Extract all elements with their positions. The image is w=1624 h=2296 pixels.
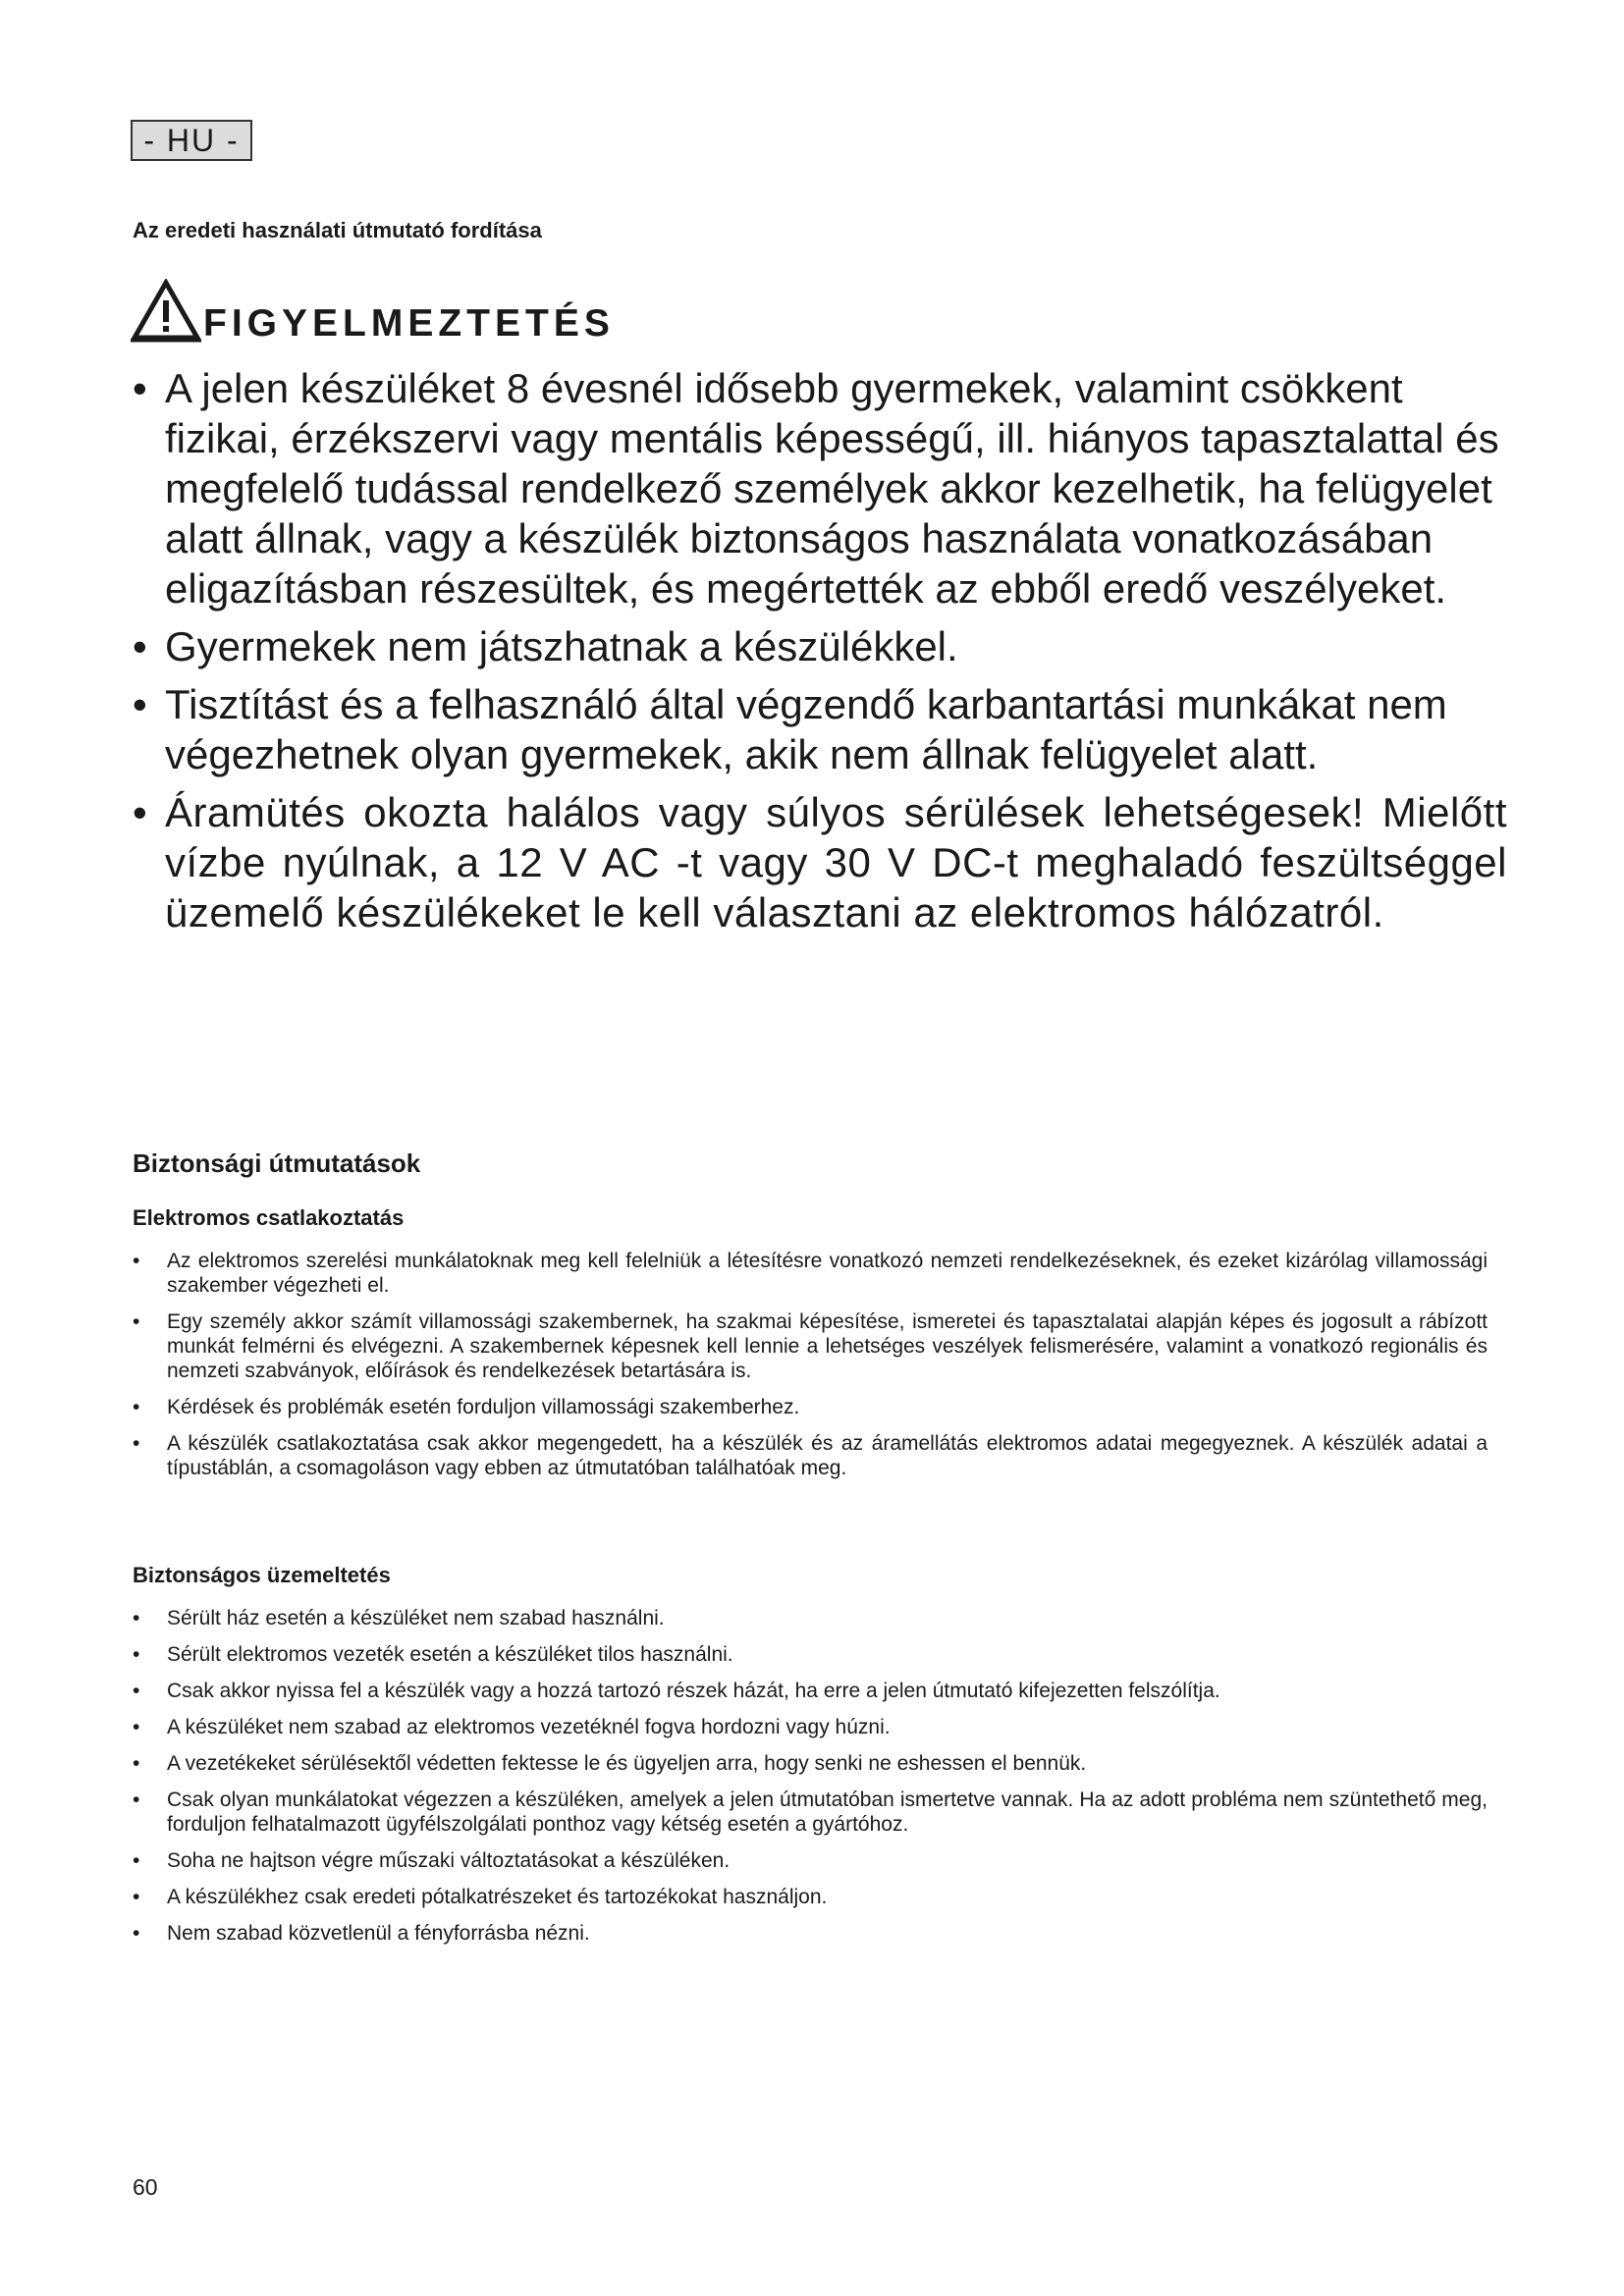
list-item: • A készülékhez csak eredeti pótalkatrészeket és tartozékokat használjon. [133,1885,1488,1909]
list-item: • A készülék csatlakoztatása csak akkor megengedett, ha a készülék és az áramellátás elektromos adatai megegyeznek. A készülék adatai a típustáblán, a csomagoláson vagy ebben az útmutatóban találhatóak meg. [133,1431,1488,1480]
page-number: 60 [133,2174,158,2200]
list-item: • A készüléket nem szabad az elektromos vezetéknél fogva hordozni vagy húzni. [133,1715,1488,1739]
safe-operation-heading: Biztonságos üzemeltetés [133,1563,391,1587]
electrical-connection-heading: Elektromos csatlakoztatás [133,1205,405,1230]
warning-item: • A jelen készüléket 8 évesnél idősebb gyermekek, valamint csökkent fizikai, érzékszervi vagy mentális képességű, ill. hiányos tapasztalattal és megfelelő tudással rendelkező személyek akkor kezelhetik, ha felügyelet alatt állnak, vagy a készülék biztonságos használata vonatkozásában eligazításban részesültek, és megértették az ebből eredő veszélyeket. [133,363,1507,614]
list-item: • Kérdések és problémák esetén forduljon villamossági szakemberhez. [133,1395,1488,1419]
list-item: • Az elektromos szerelési munkálatoknak meg kell felelniük a létesítésre vonatkozó nemzeti rendelkezéseknek, és ezeket kizárólag villamossági szakember végezheti el. [133,1249,1488,1298]
list-item: • Sérült ház esetén a készüléket nem szabad használni. [133,1606,1488,1630]
list-item: • Csak olyan munkálatokat végezzen a készüléken, amelyek a jelen útmutatóban ismertetve vannak. Ha az adott probléma nem szüntethető meg, forduljon felhatalmazott ügyfélszolgálati ponthoz vagy kétség esetén a gyártóhoz. [133,1788,1488,1837]
safe-operation-list [133,1606,1488,1957]
electrical-connection-list [133,1249,1488,1492]
list-item: • A vezetékeket sérülésektől védetten fektesse le és ügyeljen arra, hogy senki ne eshessen el bennük. [133,1751,1488,1776]
translation-note: Az eredeti használati útmutató fordítása [133,218,542,242]
warning-item: • Áramütés okozta halálos vagy súlyos sérülések lehetségesek! Mielőtt vízbe nyúlnak, a 12 V AC -t vagy 30 V DC-t meghaladó feszültséggel üzemelő készülékeket le kell választani az elektromos hálózatról. [133,787,1507,937]
list-item: • Sérült elektromos vezeték esetén a készüléket tilos használni. [133,1642,1488,1667]
warning-triangle-icon [131,279,201,344]
list-item: • Nem szabad közvetlenül a fényforrásba nézni. [133,1921,1488,1946]
warning-list [133,363,1507,945]
warning-title: FIGYELMEZTETÉS [203,302,615,345]
list-item: • Csak akkor nyissa fel a készülék vagy a hozzá tartozó részek házát, ha erre a jelen útmutató kifejezetten felszólítja. [133,1679,1488,1703]
warning-item: • Tisztítást és a felhasználó által végzendő karbantartási munkákat nem végezhetnek olyan gyermekek, akik nem állnak felügyelet alatt. [133,679,1507,779]
warning-heading [131,275,615,344]
safety-instructions-heading: Biztonsági útmutatások [133,1148,421,1178]
language-tag: - HU - [131,120,252,161]
list-item: • Soha ne hajtson végre műszaki változtatásokat a készüléken. [133,1848,1488,1873]
list-item: • Egy személy akkor számít villamossági szakembernek, ha szakmai képesítése, ismeretei és tapasztalatai alapján képes és jogosult a rábízott munkát felmérni és elvégezni. A szakembernek képesnek kell lennie a lehetséges veszélyek felismerésére, valamint a vonatkozó regionális és nemzeti szabványok, előírások és rendelkezések betartására is. [133,1309,1488,1383]
warning-item: • Gyermekek nem játszhatnak a készülékkel. [133,621,1507,671]
